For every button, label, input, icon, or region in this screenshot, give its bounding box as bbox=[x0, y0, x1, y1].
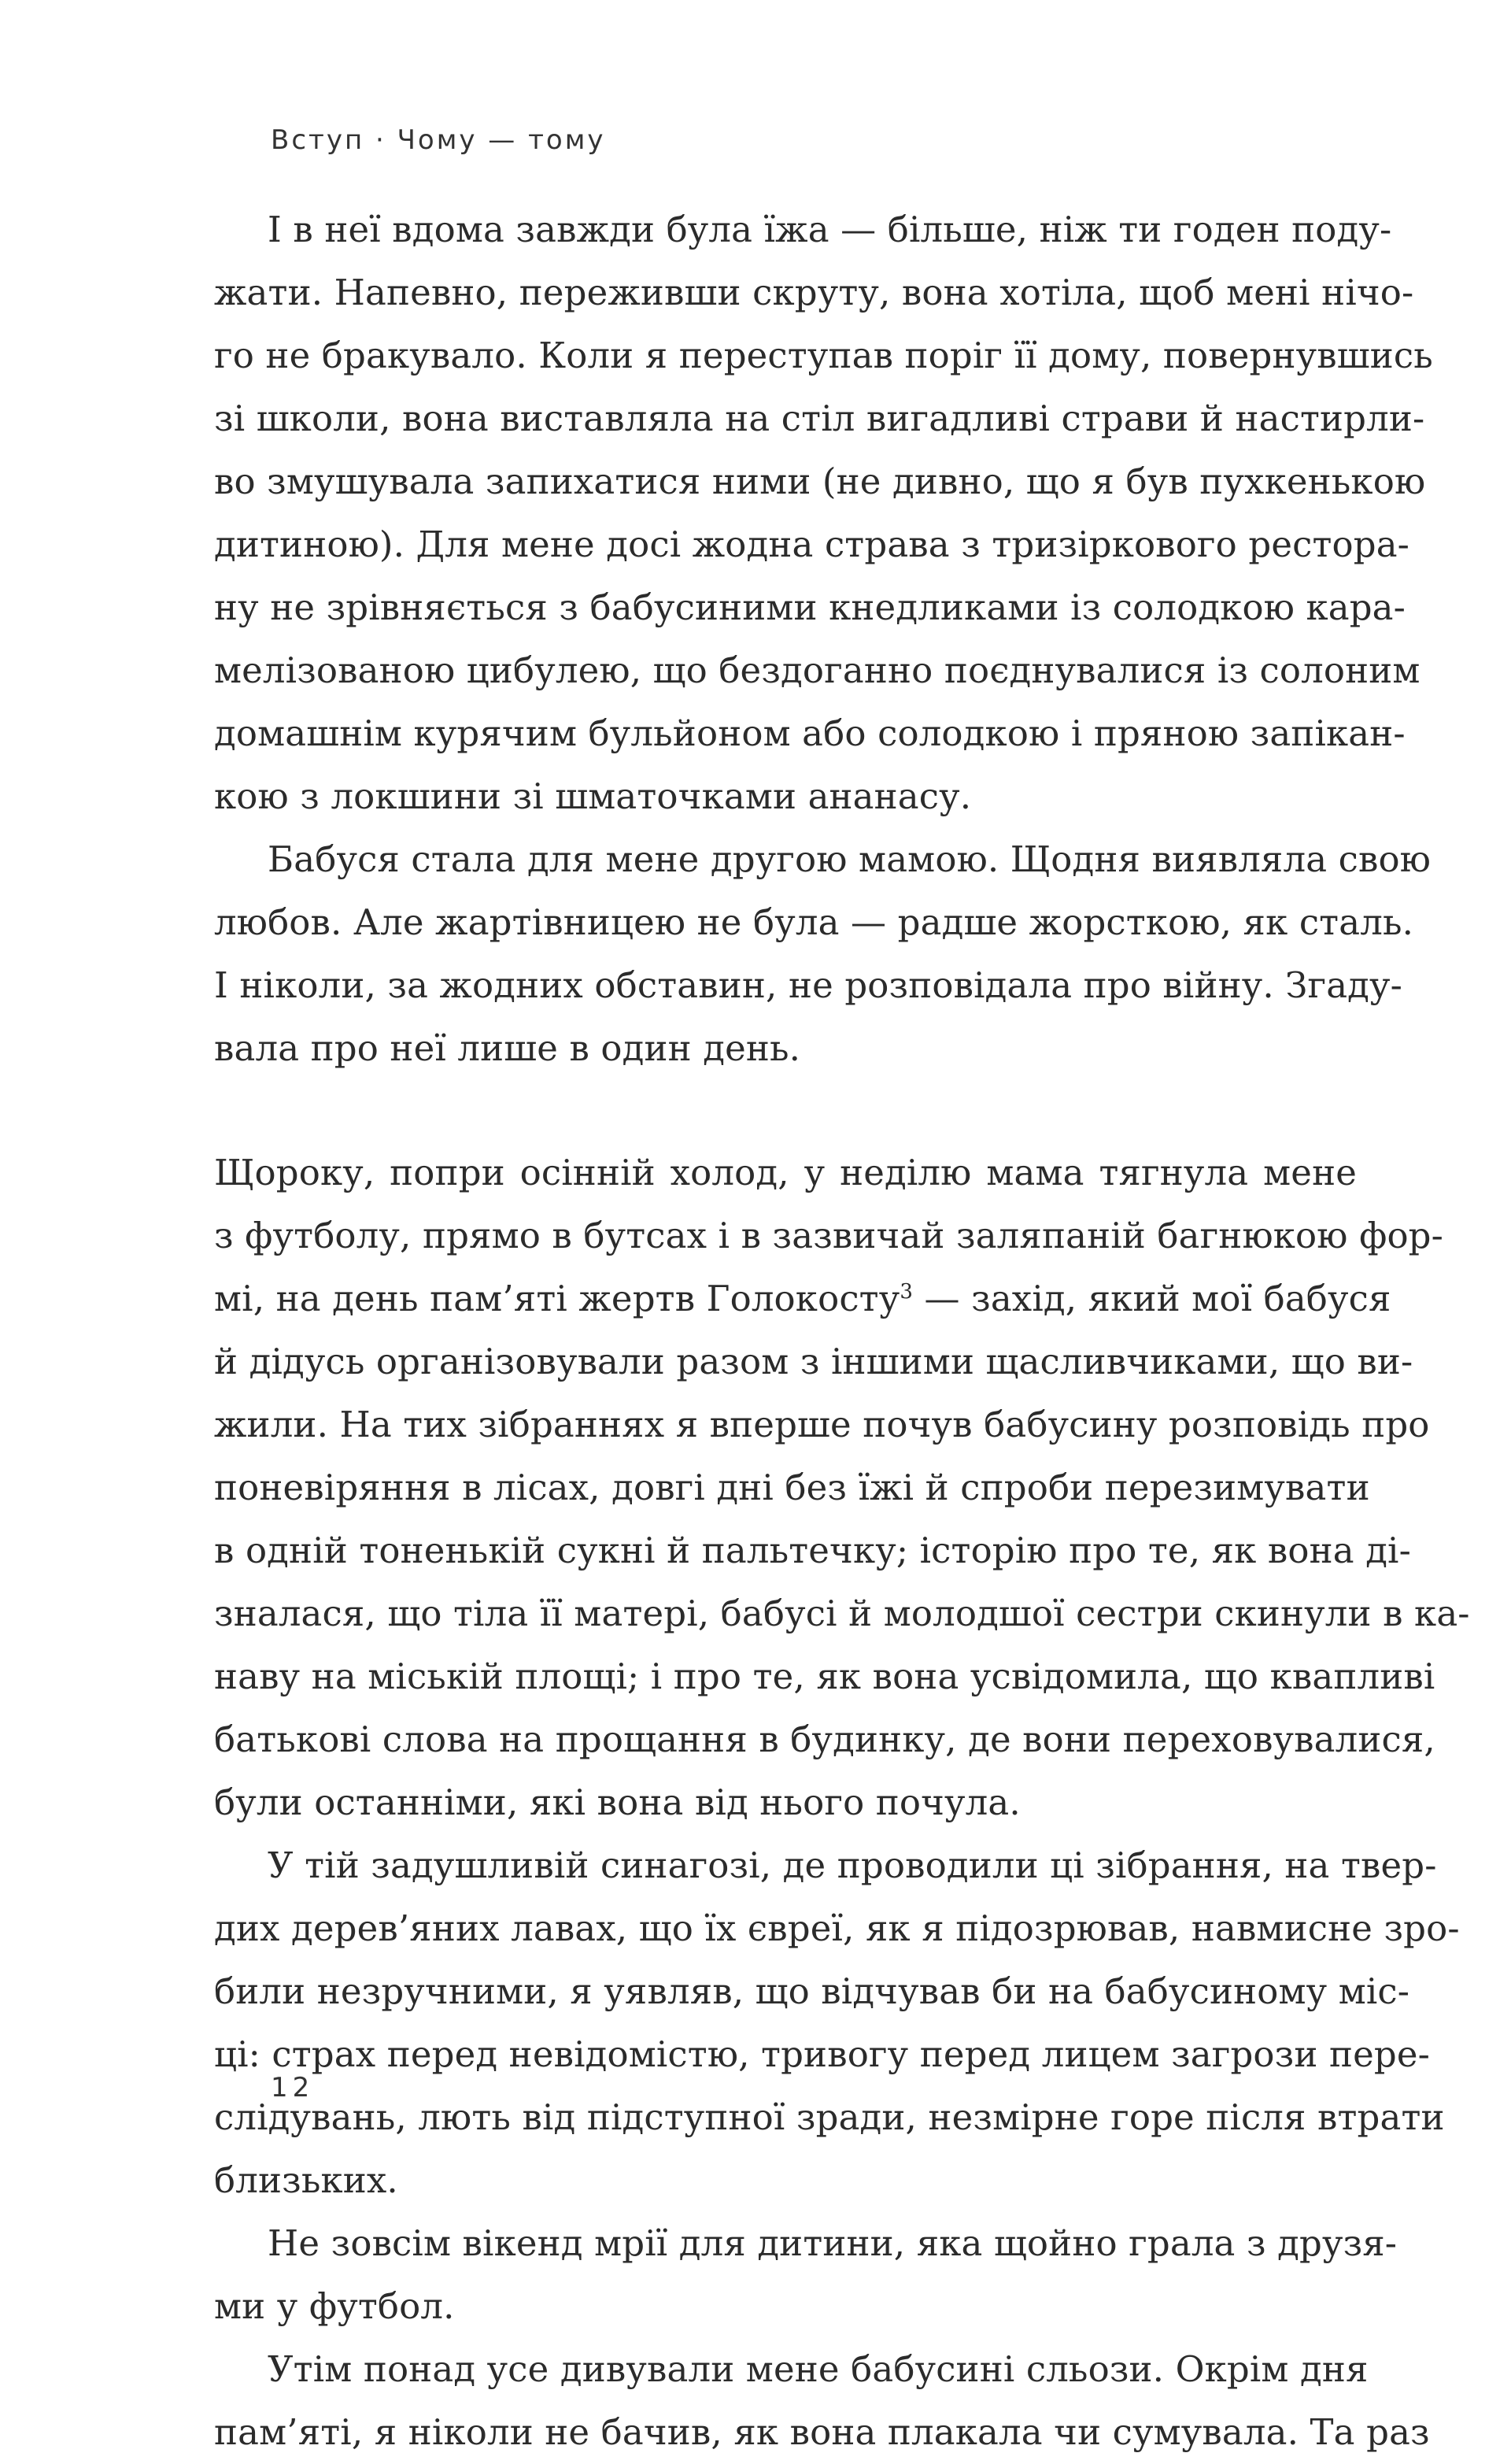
text-line: пам’яті, я ніколи не бачив, як вона плакала чи сумувала. Та раз bbox=[214, 2411, 1430, 2453]
text-fragment: — захід, який мої бабуся bbox=[913, 1278, 1391, 1319]
section-break bbox=[214, 1080, 1357, 1141]
text-line: ми у футбол. bbox=[214, 2285, 455, 2327]
text-line: наву на міській площі; і про те, як вона усвідомила, що квапливі bbox=[214, 1656, 1435, 1697]
text-line: любов. Але жартівницею не була — радше жорсткою, як сталь. bbox=[214, 901, 1414, 943]
text-line: поневіряння в лісах, довгі дні без їжі й спроби перезимувати bbox=[214, 1467, 1370, 1508]
text-line-with-footnote bbox=[214, 1267, 1391, 1330]
text-line: Не зовсім вікенд мрії для дитини, яка щойно грала з друзя- bbox=[268, 2222, 1398, 2264]
text-line: були останніми, які вона від нього почула. bbox=[214, 1781, 1021, 1823]
body-text bbox=[214, 198, 1470, 2464]
text-line: ну не зрівняється з бабусиними кнедликами із солодкою кара- bbox=[214, 586, 1406, 628]
page-number: 12 bbox=[271, 2072, 315, 2103]
text-line: Утім понад усе дивували мене бабусині сльози. Окрім дня bbox=[268, 2348, 1369, 2390]
running-head: Вступ · Чому — тому bbox=[271, 124, 606, 156]
text-line: батькові слова на прощання в будинку, де вони переховувалися, bbox=[214, 1719, 1435, 1760]
text-line: дих дерев’яних лавах, що їх євреї, як я підозрював, навмисне зро- bbox=[214, 1907, 1460, 1949]
text-line: дитиною). Для мене досі жодна страва з тризіркового ресторa- bbox=[214, 524, 1410, 565]
text-line: в одній тоненькій сукні й пальтечку; історію про те, як вона ді- bbox=[214, 1530, 1411, 1571]
text-line: й дідусь організовували разом з іншими щасливчиками, що ви- bbox=[214, 1341, 1413, 1382]
text-line: близьких. bbox=[214, 2159, 398, 2201]
text-fragment: мі, на день пам’яті жертв Голокосту bbox=[214, 1278, 900, 1319]
text-line: кою з локшини зі шматочками ананасу. bbox=[214, 775, 972, 817]
text-line: зналася, що тіла її матері, бабусі й молодшої сестри скинули в ка- bbox=[214, 1593, 1470, 1634]
text-line: домашнім курячим бульйоном або солодкою і пряною запікан- bbox=[214, 712, 1406, 754]
text-line: мелізованою цибулею, що бездоганно поєднувалися із солоним bbox=[214, 649, 1420, 691]
text-line: били незручними, я уявляв, що відчував би на бабусиному міс- bbox=[214, 1970, 1410, 2012]
footnote-marker[interactable]: 3 bbox=[900, 1280, 914, 1304]
text-line: Щороку, попри осінній холод, у неділю мама тягнула мене bbox=[214, 1152, 1357, 1193]
text-line: зі школи, вона виставляла на стіл вигадливі страви й настирли- bbox=[214, 398, 1425, 439]
text-line: У тій задушливій синагозі, де проводили ці зібрання, на твер- bbox=[268, 1844, 1437, 1886]
text-line: во змушувала запихатися ними (не дивно, що я був пухкенькою bbox=[214, 461, 1426, 502]
text-line: жати. Напевно, переживши скруту, вона хотіла, щоб мені нічо- bbox=[214, 272, 1414, 313]
text-line: вала про неї лише в один день. bbox=[214, 1027, 801, 1069]
text-line: з футболу, прямо в бутсах і в зазвичай заляпаній багнюкою фор- bbox=[214, 1215, 1443, 1256]
text-line: слідувань, лють від підступної зради, незмірне горе після втрати bbox=[214, 2096, 1445, 2138]
text-line: жили. На тих зібраннях я вперше почув бабусину розповідь про bbox=[214, 1404, 1430, 1445]
text-line: І в неї вдома завжди була їжа — більше, ніж ти годен поду- bbox=[268, 209, 1392, 250]
text-line: го не бракувало. Коли я переступав поріг її дому, повернувшись bbox=[214, 335, 1433, 376]
text-line: Бабуся стала для мене другою мамою. Щодня виявляла свою bbox=[268, 838, 1432, 880]
text-line: ці: страх перед невідомістю, тривогу перед лицем загрози пере- bbox=[214, 2033, 1430, 2075]
text-line: І ніколи, за жодних обставин, не розповідала про війну. Згаду- bbox=[214, 964, 1403, 1006]
